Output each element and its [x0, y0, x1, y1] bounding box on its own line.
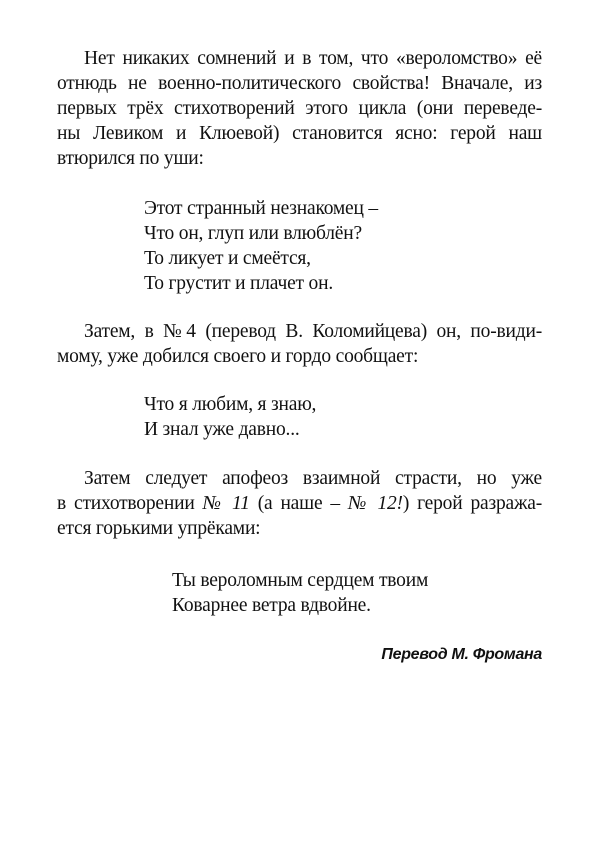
verse-line: Что я любим, я знаю,	[144, 394, 317, 415]
verse-quote-2	[57, 392, 542, 442]
document-page	[57, 46, 542, 667]
text-run: в стихотворении	[57, 493, 203, 514]
verse-line: То ликует и смеётся,	[144, 248, 311, 269]
text-line: отнюдь не военно-политического свойства! Вначале, из	[57, 73, 542, 94]
text-line: Затем, в №4 (перевод В. Коломийцева) он, по-види-	[84, 321, 542, 342]
text-line: Затем следует апофеоз взаимной страсти, но уже	[84, 468, 542, 489]
text-line: мому, уже добился своего и гордо сообщает:	[57, 346, 419, 367]
verse-line: То грустит и плачет он.	[144, 273, 333, 294]
poem-number: № 11	[202, 493, 250, 514]
text-line	[57, 491, 542, 516]
text-line: Нет никаких сомнений и в том, что «вероломство» её	[84, 48, 542, 69]
text-line: ны Левиком и Клюевой) становится ясно: герой наш	[57, 123, 542, 144]
text-run: (а наше –	[249, 493, 348, 514]
text-line: втюрился по уши:	[57, 148, 204, 169]
verse-line: Ты вероломным сердцем твоим	[172, 570, 429, 591]
text-line: первых трёх стихотворений этого цикла (они переведе-	[57, 98, 542, 119]
verse-line: Этот странный незнакомец –	[144, 198, 378, 219]
verse-line: Коварнее ветра вдвойне.	[172, 595, 371, 616]
verse-line: Что он, глуп или влюблён?	[144, 223, 362, 244]
verse-quote-1	[57, 196, 542, 296]
paragraph-2	[57, 319, 542, 369]
paragraph-3	[57, 466, 542, 541]
poem-number: № 12!	[347, 493, 403, 514]
text-line: ется горькими упрёками:	[57, 518, 261, 539]
verse-quote-3	[57, 568, 542, 618]
translator-attribution: Перевод М. Фромана	[381, 646, 542, 663]
paragraph-1	[57, 46, 542, 171]
text-run: ) герой разража-	[402, 493, 542, 514]
verse-line: И знал уже давно...	[144, 419, 300, 440]
